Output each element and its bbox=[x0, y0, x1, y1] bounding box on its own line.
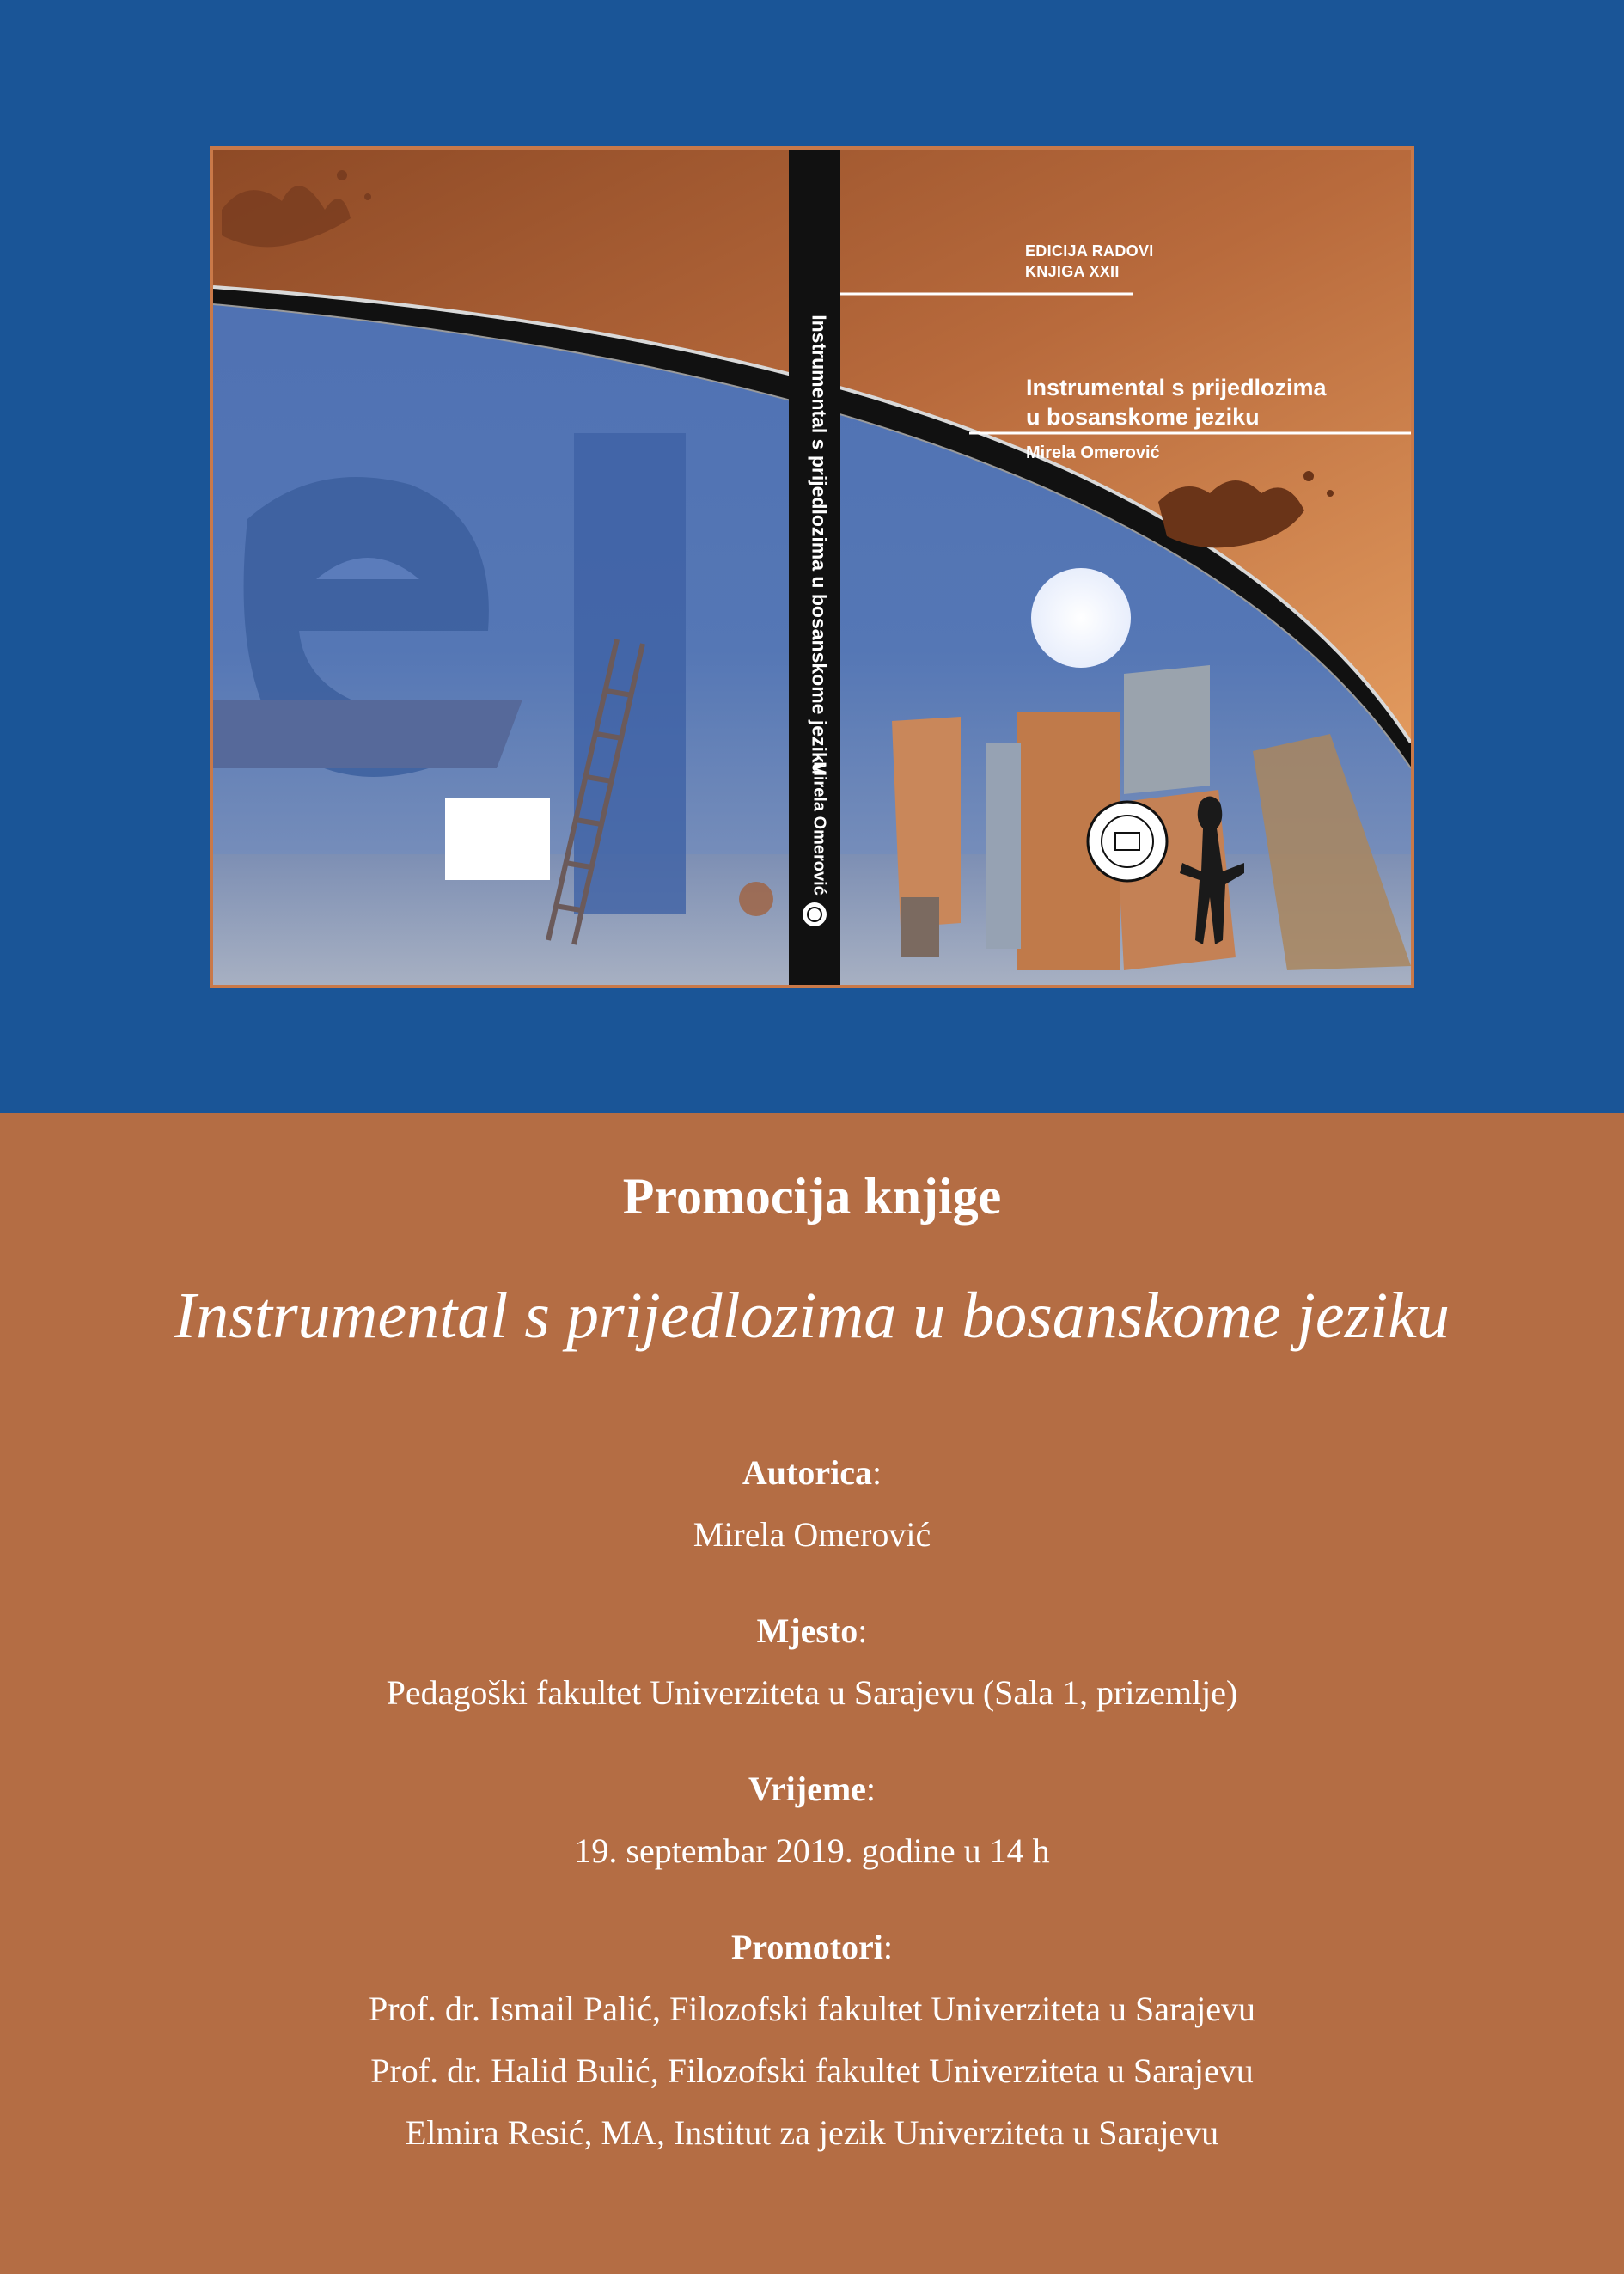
author-label-text: Autorica bbox=[742, 1453, 872, 1492]
time-label-text: Vrijeme bbox=[748, 1770, 866, 1808]
place-value: Pedagoški fakultet Univerziteta u Sarajevu (Sala 1, prizemlje) bbox=[386, 1673, 1238, 1712]
spine-title: Instrumental s prijedlozima u bosanskome jeziku bbox=[808, 315, 831, 775]
letter-block-d bbox=[1124, 665, 1210, 794]
place-label-colon: : bbox=[858, 1611, 868, 1650]
cover-title-line1: Instrumental s prijedlozima bbox=[1026, 375, 1327, 400]
institute-seal bbox=[1088, 802, 1167, 881]
white-label-box bbox=[445, 798, 550, 880]
spine-seal bbox=[803, 902, 827, 926]
cover-title-line2: u bosanskome jeziku bbox=[1026, 404, 1260, 430]
cover-series-volume: KNJIGA XXII bbox=[1025, 263, 1120, 280]
time-label-colon: : bbox=[865, 1770, 876, 1808]
poster-book-title: Instrumental s prijedlozima u bosanskome jeziku bbox=[174, 1280, 1450, 1352]
blurred-platform bbox=[213, 700, 522, 768]
promoter-item: Elmira Resić, MA, Institut za jezik Univerziteta u Sarajevu bbox=[405, 2113, 1219, 2152]
glowing-sphere bbox=[1031, 568, 1131, 668]
paint-drop bbox=[1303, 471, 1314, 481]
promoter-item: Prof. dr. Ismail Palić, Filozofski fakultet Univerziteta u Sarajevu bbox=[369, 1990, 1255, 2028]
place-label bbox=[0, 1611, 1624, 1651]
promoters-label bbox=[0, 1927, 1624, 1967]
cover-series-name: EDICIJA RADOVI bbox=[1025, 242, 1154, 260]
author-value: Mirela Omerović bbox=[693, 1515, 931, 1554]
small-letter-o bbox=[739, 882, 773, 916]
letter-block-side bbox=[986, 743, 1021, 949]
author-label bbox=[0, 1452, 1624, 1493]
paint-drop bbox=[1327, 490, 1334, 497]
place-label-text: Mjesto bbox=[756, 1611, 858, 1650]
book-cover-image bbox=[210, 146, 1414, 988]
poster-heading: Promocija knjige bbox=[622, 1168, 1002, 1225]
paint-drop bbox=[337, 170, 347, 180]
cover-author: Mirela Omerović bbox=[1026, 443, 1160, 462]
promoters-label-text: Promotori bbox=[730, 1928, 883, 1966]
spine-author: Mirela Omerović bbox=[809, 761, 829, 896]
letter-block-j bbox=[892, 717, 961, 927]
letter-block-n bbox=[901, 897, 939, 957]
blurred-pillar bbox=[574, 433, 686, 914]
author-label-colon: : bbox=[871, 1453, 882, 1492]
time-label bbox=[0, 1769, 1624, 1809]
promoter-item: Prof. dr. Halid Bulić, Filozofski fakultet Univerziteta u Sarajevu bbox=[370, 2051, 1254, 2090]
promoters-label-colon: : bbox=[882, 1928, 894, 1966]
time-value: 19. septembar 2019. godine u 14 h bbox=[574, 1831, 1050, 1870]
paint-drop bbox=[364, 193, 371, 200]
